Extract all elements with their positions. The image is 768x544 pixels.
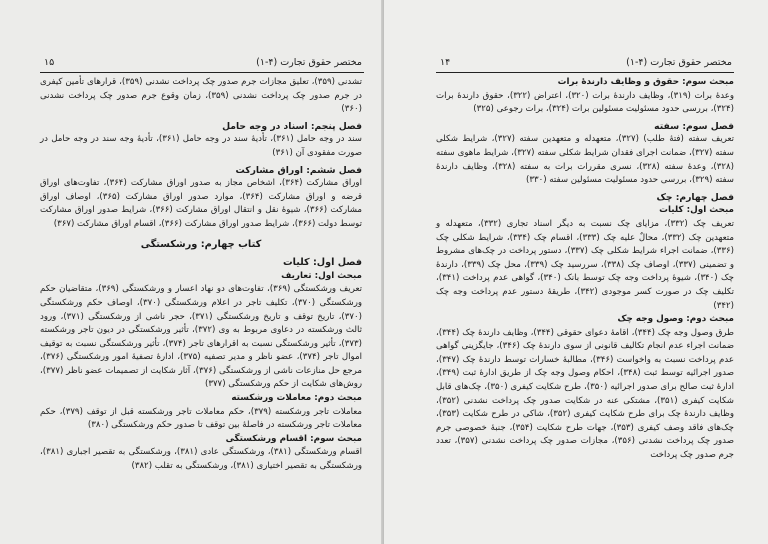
chapter-heading: فصل سوم: سفته	[654, 120, 734, 132]
toc-paragraph: تعریف چک (۳۳۲)، مزایای چک نسبت به دیگر اسناد تجاری (۳۳۲)، متعهدله و متعهدین چک (۳۳۲)، محالٌ علیه چک (۳۳۳)، اقسام چک (۳۳۴)، شرایط شکلی چک (۳۳۶)، ضمانت اجراء شرایط شکلی چک (۳۳۷)، دستور پرداخت در چک‌های مشروط و تضمینی (۳۳۷)، اوصاف چک (۳۳۸)، سررسید چک (۳۳۹)، محل چک (۳۳۹)، دارندهٔ چک (۳۴۰)، شیوهٔ پرداخت وجه چک توسط بانک (۳۴۰)، گواهی عدم پرداخت (۳۴۱)، تکلیف چک در صورت کسر موجودی (۳۴۲)، طریقهٔ دستور عدم پرداخت وجه چک (۳۴۲)	[436, 218, 735, 311]
section-heading: مبحث اول: تعاریف	[281, 270, 362, 281]
toc-paragraph: تعریف سفته (فتهٔ طلب) (۳۲۷)، متعهدله و متعهدین سفته (۳۲۷)، شرایط شکلی سفته (۳۲۷)، ضمانت اجرای فقدان شرایط شکلی سفته (۳۲۷)، شرایط ماهوی سفته (۳۲۸)، وعدهٔ سفته (۳۲۸)، نسری مقررات برات به سفته (۳۲۸)، وظایف دارندهٔ سفته (۳۲۹)، بررسی حدود مسئولیت مسئولین سفته (۳۳۰)	[436, 134, 734, 186]
toc-paragraph: وعدهٔ برات (۳۱۹)، وظایف دارندهٔ برات (۳۲۰)، اعتراض (۳۲۲)، حقوق دارندهٔ برات (۳۲۴)، بررسی حدود مسئولیت مسئولین برات (۳۲۴)، برات رجوعی (۳۲۵)	[436, 90, 734, 115]
left-page-body	[40, 76, 362, 474]
toc-paragraph: اوراق مشارکت (۳۶۴)، اشخاص مجاز به صدور اوراق مشارکت (۳۶۴)، تفاوت‌های اوراق قرضه و اوراق مشارکت (۳۶۴)، موارد صدور اوراق مشارکت (۳۶۵)، اوصاف اوراق مشارکت (۳۶۶)، شیوهٔ نقل و انتقال اوراق مشارکت (۳۶۶)، شرایط صدور اوراق مشارکت توسط دولت (۳۶۶)، شرایط صدور اوراق مشارکت (۳۶۶)، اقسام اوراق مشارکت (۳۶۷)	[40, 178, 362, 229]
right-page	[384, 0, 768, 544]
right-page-body	[436, 76, 734, 463]
section-heading: مبحث دوم: معاملات ورشکسته	[231, 393, 362, 404]
toc-paragraph: تعریف ورشکستگی (۳۶۹)، تفاوت‌های دو نهاد اعسار و ورشکستگی (۳۶۹)، متقاضیان حکم ورشکستگی (۳۷۰)، تکلیف تاجر در اعلام ورشکستگی (۳۷۰)، اوصاف حکم ورشکستگی (۳۷۰)، تاریخ توقف و تاریخ ورشکستگی (۳۷۱)، حجر ناشی از ورشکستگی (۳۷۱)، ورود ثالث ورشکسته در دعاوی مربوط به وی (۳۷۲)، تأثیر ورشکستگی در دیون تاجر ورشکسته (۳۷۳)، تأثیر ورشکستگی نسبت به اقرارهای تاجر (۳۷۴)، تأثیر ورشکستگی نسبت به توقیف اموال تاجر (۳۷۴)، عضو ناظر و مدیر تصفیه (۳۷۵)، ادارهٔ تصفیهٔ امور ورشکستگی (۳۷۶)، مرجع حل منازعات ناشی از ورشکستگی (۳۷۶)، آثار شکایت از تصمیمات عضو ناظر (۳۷۷)، روش‌های شکایت از حکم ورشکستگی (۳۷۷)	[40, 284, 362, 390]
left-header-rule	[40, 72, 364, 73]
chapter-heading: فصل پنجم: اسناد در وجه حامل	[222, 120, 362, 132]
section-heading: مبحث اول: کلیات	[659, 205, 734, 216]
toc-paragraph: معاملات تاجر ورشکسته (۳۷۹)، حکم معاملات تاجر ورشکسته قبل از توقف (۳۷۹)، حکم معاملات تاجر ورشکسته در فاصلهٔ بین توقف تا صدور حکم ورشکستگی (۳۸۰)	[40, 406, 363, 431]
chapter-heading: فصل ششم: اوراق مشارکت	[235, 164, 362, 176]
right-header-rule	[436, 72, 734, 73]
chapter-heading: فصل چهارم: چک	[656, 191, 734, 203]
section-heading: مبحث دوم: وصول وجه چک	[617, 314, 734, 325]
book-part-heading: کتاب چهارم: ورشکستگی	[140, 238, 262, 250]
right-page-number: ۱۴	[440, 57, 451, 68]
toc-paragraph: تشدنی (۳۵۹)، تعلیق مجازات جرم صدور چک پرداخت نشدنی (۳۵۹)، قرارهای تأمین کیفری در جرم صدور چک پرداخت نشدنی (۳۵۹)، زمان وقوع جرم صدور چک پرداخت نشدنی (۳۶۰)	[40, 77, 363, 115]
toc-paragraph: اقسام ورشکستگی (۳۸۱)، ورشکستگی عادی (۳۸۱)، ورشکستگی به تقصیر اجباری (۳۸۱)، ورشکستگی به تقصیر اختیاری (۳۸۱)، ورشکستگی به تقلب (۳۸۲)	[40, 447, 362, 472]
right-running-header: مختصر حقوق تجارت (۴-۱)	[626, 57, 732, 68]
left-running-header: مختصر حقوق تجارت (۴-۱)	[256, 57, 362, 68]
toc-paragraph: طرق وصول وجه چک (۳۴۴)، اقامهٔ دعوای حقوقی (۳۴۴)، وظایف دارندهٔ چک (۳۴۴)، ضمانت اجراء عدم انجام تکالیف قانونی از سوی دارندهٔ چک (۳۴۶)، جایگزینی گواهی عدم پرداخت نسبت به واخواست (۳۴۶)، مطالبهٔ خسارات توسط دارندهٔ چک (۳۴۷)، صدور اجرائیه توسط ثبت (۳۴۸)، احکام وصول وجه چک از طریق ادارهٔ ثبت (۳۴۹)، ادارهٔ ثبت صالح برای صدور اجرائیه (۳۵۰)، طرح شکایت کیفری (۳۵۰)، چک‌های قابل شکایت کیفری (۳۵۱)، مشتکی عنه در شکایت صدور چک پرداخت نشدنی (۳۵۲)، وظایف دارندهٔ چک برای طرح شکایت کیفری (۳۵۲)، شاکی در طرح شکایت (۳۵۳)، چک‌های فاقد وصف کیفری (۳۵۳)، جهات طرح شکایت (۳۵۴)، جنبهٔ خصوصی جرم صدور چک پرداخت نشدنی (۳۵۶)، مجازات صدور چک پرداخت نشدنی (۳۵۷)، تعدد جرم صدور چک پرداخت	[436, 327, 735, 461]
toc-paragraph: سند در وجه حامل (۳۶۱)، تأدیهٔ سند در وجه حامل (۳۶۱)، تأدیهٔ وجه سند در وجه حامل در صورت مفقودی آن (۳۶۱)	[40, 134, 362, 158]
chapter-heading: فصل اول: کلیات	[282, 257, 362, 269]
section-heading: مبحث سوم: اقسام ورشکستگی	[225, 433, 362, 444]
section-heading: مبحث سوم: حقوق و وظایف دارندهٔ برات	[557, 77, 734, 87]
left-page-number: ۱۵	[44, 57, 55, 68]
